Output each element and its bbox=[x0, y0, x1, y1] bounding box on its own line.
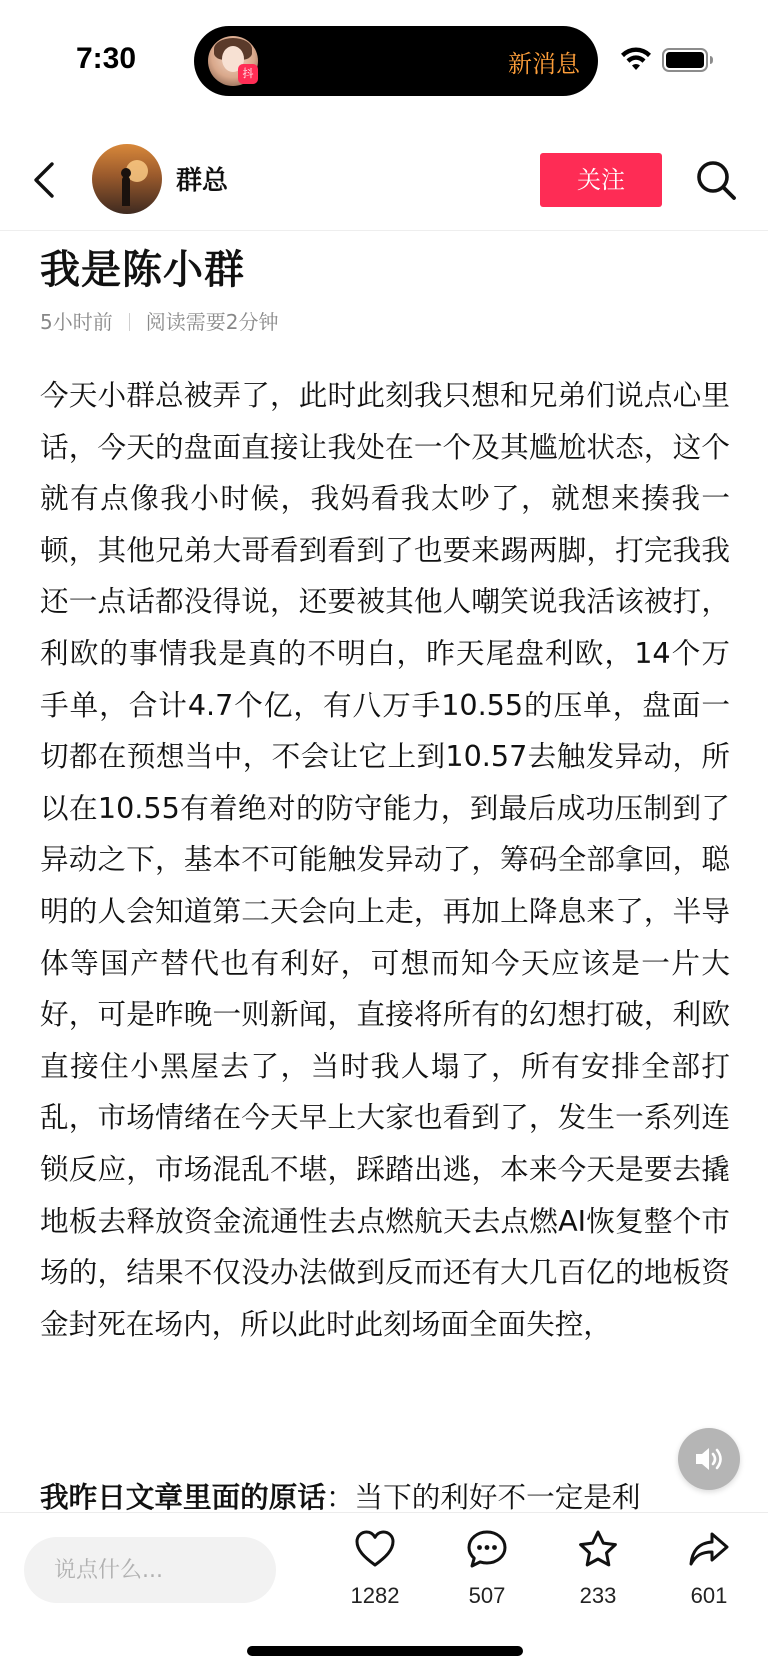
article-paragraph-bold-lead: 我昨日文章里面的原话 bbox=[40, 1480, 326, 1512]
app-badge-icon: 抖 bbox=[238, 64, 258, 84]
publish-time: 5小时前 bbox=[40, 310, 113, 334]
header bbox=[0, 130, 768, 231]
status-time: 7:30 bbox=[76, 42, 137, 75]
battery-icon bbox=[662, 48, 714, 72]
author-name[interactable]: 群总 bbox=[176, 166, 229, 196]
comment-input[interactable] bbox=[24, 1537, 276, 1603]
star-icon bbox=[577, 1529, 619, 1569]
wifi-icon bbox=[620, 46, 652, 72]
read-time: 阅读需要2分钟 bbox=[145, 310, 279, 334]
comment-icon bbox=[466, 1529, 508, 1569]
home-indicator[interactable] bbox=[247, 1646, 523, 1656]
dynamic-island-notification[interactable] bbox=[194, 26, 598, 96]
comment-button[interactable] bbox=[442, 1529, 532, 1609]
share-button[interactable] bbox=[664, 1529, 754, 1609]
comment-count: 507 bbox=[468, 1583, 506, 1608]
author-avatar[interactable] bbox=[92, 144, 162, 214]
like-count: 1282 bbox=[350, 1583, 400, 1608]
article-paragraph-next bbox=[40, 1472, 730, 1512]
share-count: 601 bbox=[690, 1583, 728, 1608]
follow-button[interactable]: 关注 bbox=[540, 153, 662, 207]
speaker-button[interactable] bbox=[678, 1428, 740, 1490]
favorite-count: 233 bbox=[579, 1583, 617, 1608]
heart-icon bbox=[354, 1529, 396, 1569]
article-title: 我是陈小群 bbox=[40, 247, 245, 293]
like-button[interactable] bbox=[330, 1529, 420, 1609]
favorite-button[interactable] bbox=[553, 1529, 643, 1609]
meta-divider bbox=[129, 313, 130, 331]
article-paragraph: 今天小群总被弄了，此时此刻我只想和兄弟们说点心里话，今天的盘面直接让我处在一个及其尴尬状态，这个就有点像我小时候，我妈看我太吵了，就想来揍我一顿，其他兄弟大哥看到看到了也要来踢两脚，打完我我还一点话都没得说，还要被其他人嘲笑说我活该被打，利欧的事情我是真的不明白，昨天尾盘利欧，14个万手单，合计4.7个亿，有八万手10.55的压单，盘面一切都在预想当中，不会让它上到10.57去触发异动，所以在10.55有着绝对的防守能力，到最后成功压制到了异动之下，基本不可能触发异动了，筹码全部拿回，聪明的人会知道第二天会向上走，再加上降息来了，半导体等国产替代也有利好，可想而知今天应该是一片大好，可是昨晚一则新闻，直接将所有的幻想打破，利欧直接住小黑屋去了，当时我人塌了，所有安排全部打乱，市场情绪在今天早上大家也看到了，发生一系列连锁反应，市场混乱不堪，踩踏出逃，本来今天是要去撬地板去释放资金流通性去点燃航天去点燃AI恢复整个市场的，结果不仅没办法做到反而还有大几百亿的地板资金封死在场内，所以此时此刻场面全面失控， bbox=[40, 378, 730, 1341]
article-meta bbox=[40, 306, 278, 335]
article-paragraph-next-text: ：当下的利好不一定是利 bbox=[325, 1480, 641, 1512]
back-arrow-icon[interactable] bbox=[30, 158, 60, 202]
share-icon bbox=[688, 1529, 730, 1569]
status-bar bbox=[0, 0, 768, 120]
search-icon[interactable] bbox=[694, 158, 738, 202]
speaker-icon bbox=[693, 1444, 725, 1474]
notification-text: 新消息 bbox=[508, 50, 580, 78]
